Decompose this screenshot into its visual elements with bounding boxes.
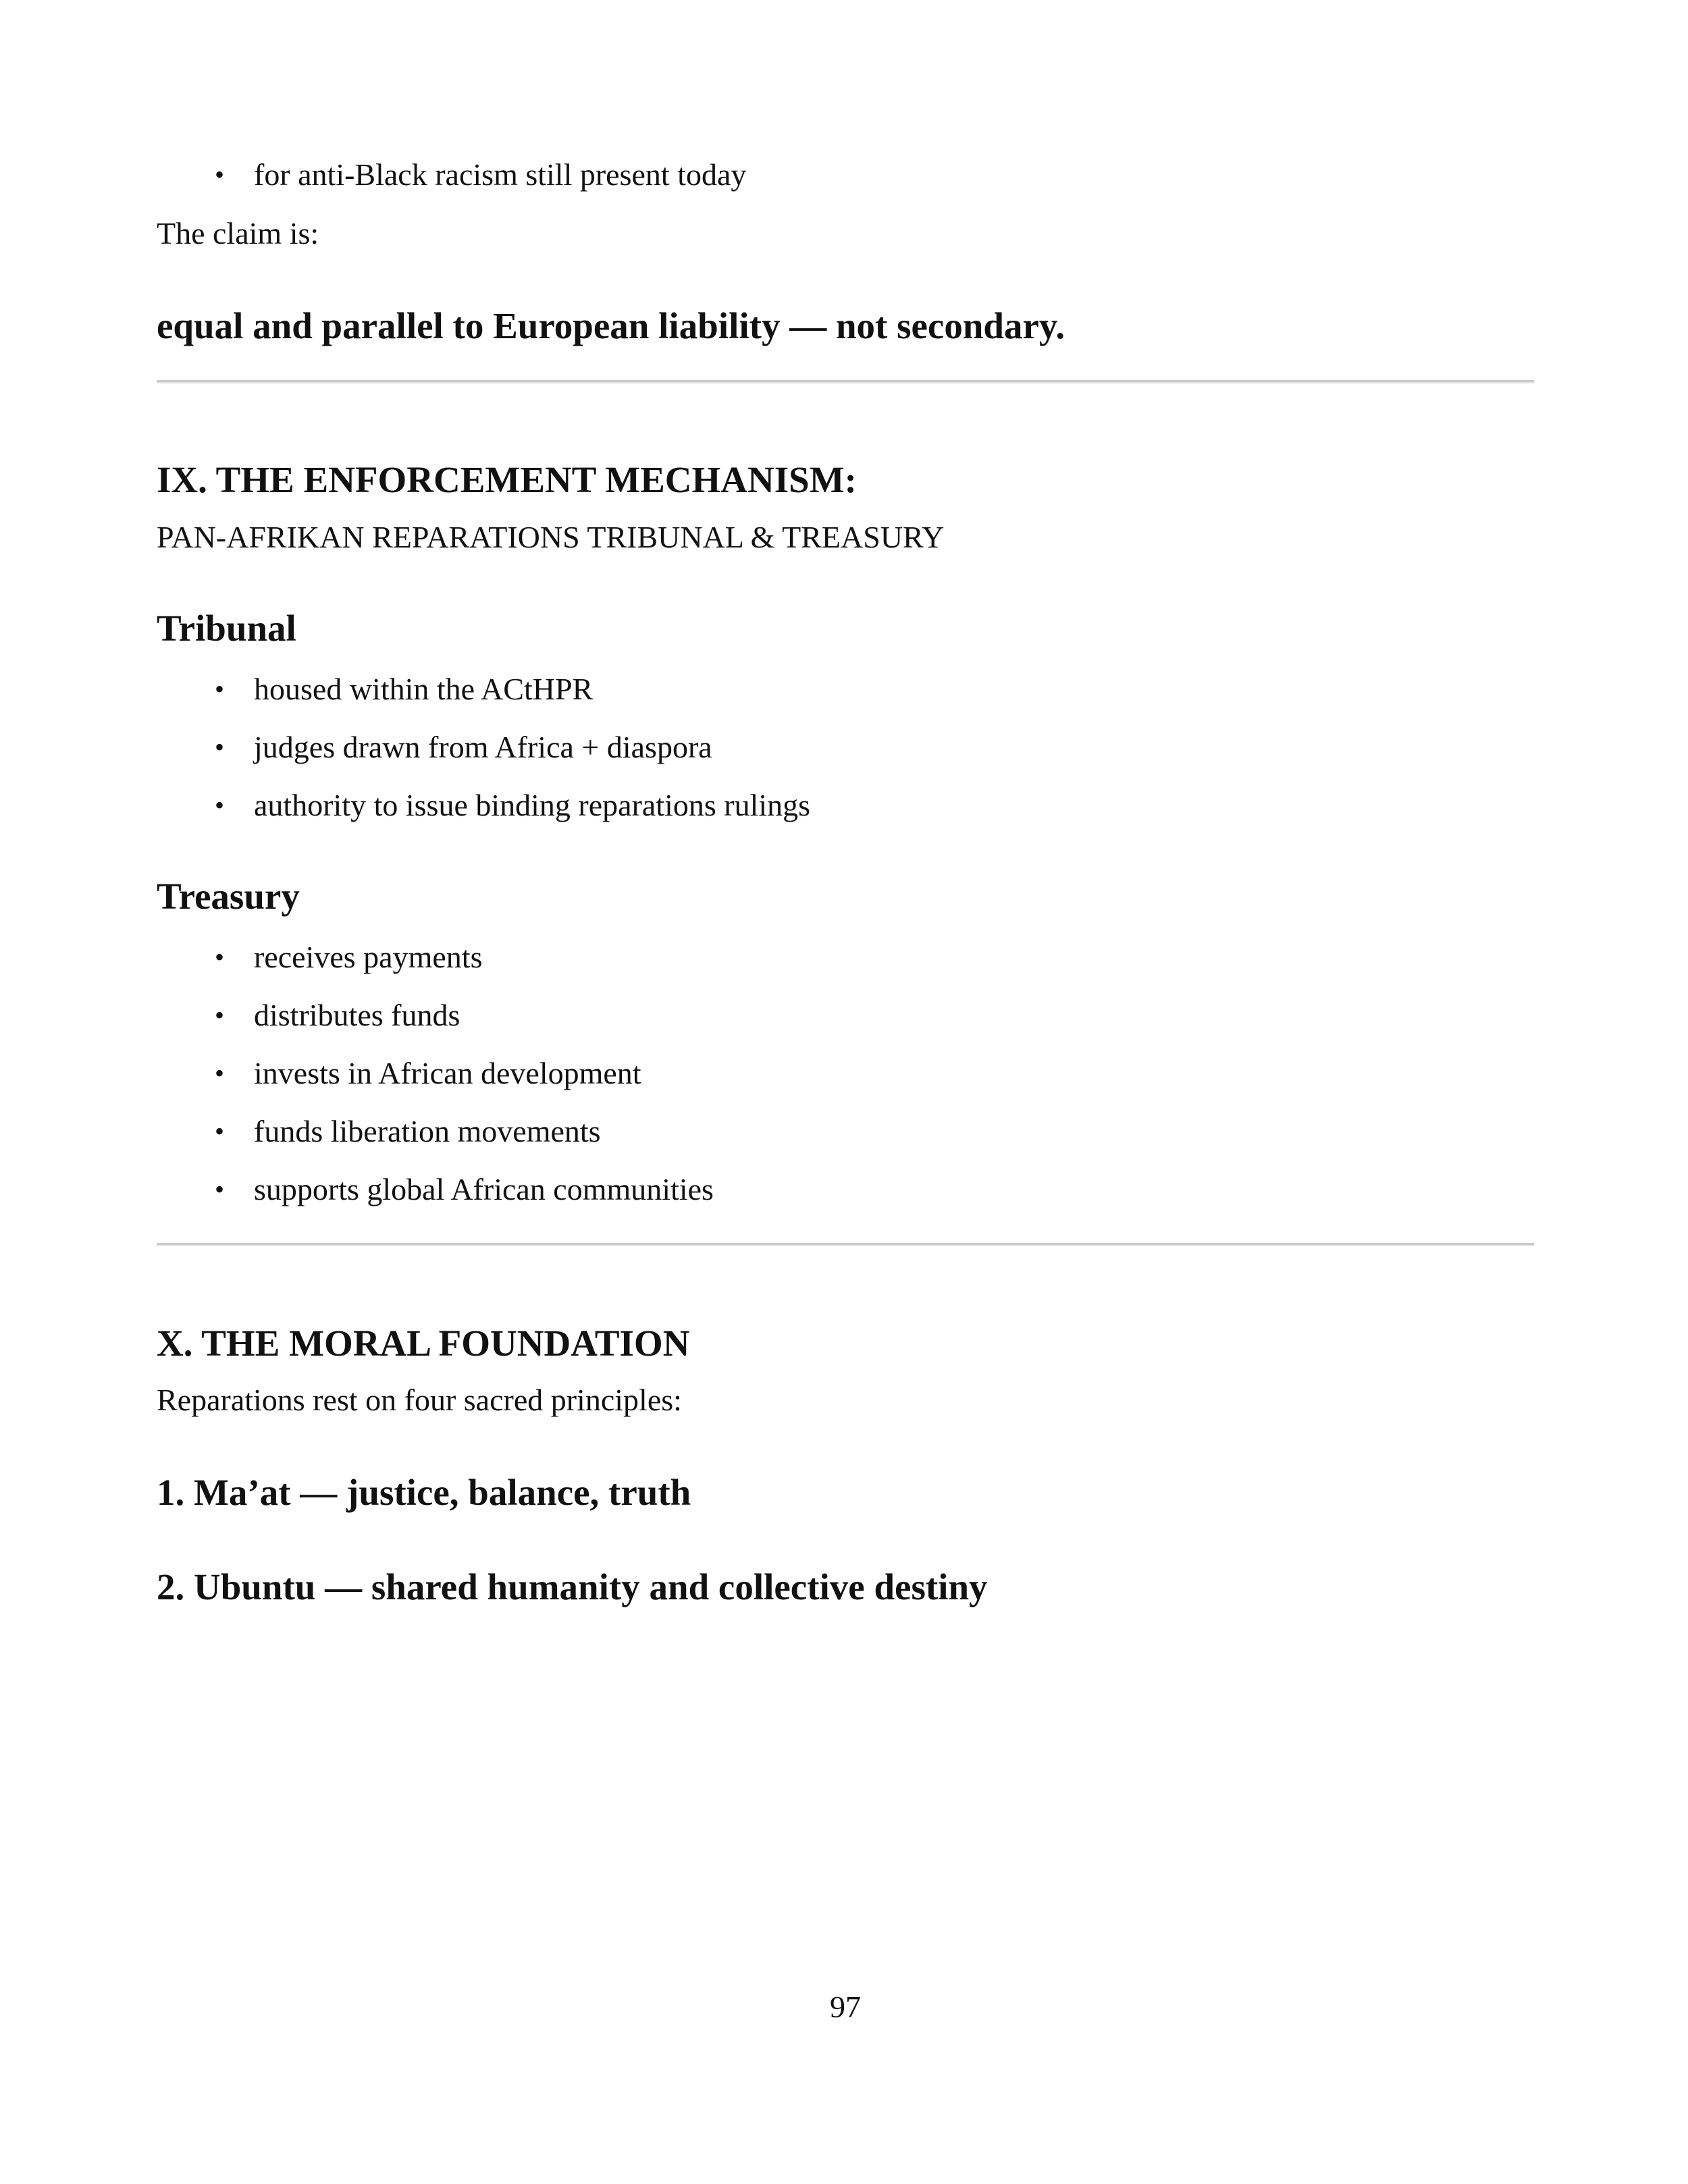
principle-heading: 2. Ubuntu — shared humanity and collective destiny bbox=[157, 1566, 988, 1607]
document-page bbox=[157, 0, 1534, 2184]
list-item bbox=[157, 1161, 714, 1219]
list-item-text: funds liberation movements bbox=[254, 1114, 601, 1148]
list-item bbox=[157, 986, 714, 1044]
list-item bbox=[157, 146, 746, 204]
list-item-text: distributes funds bbox=[254, 998, 460, 1032]
list-item-text: authority to issue binding reparations rulings bbox=[254, 788, 811, 822]
bullet-icon: • bbox=[215, 159, 225, 190]
list-item-text: judges drawn from Africa + diaspora bbox=[254, 730, 712, 764]
list-item-text: housed within the ACtHPR bbox=[254, 672, 594, 706]
continued-bullet-list bbox=[157, 146, 746, 204]
list-item bbox=[157, 928, 714, 986]
list-item-text: supports global African communities bbox=[254, 1172, 714, 1206]
treasury-list bbox=[157, 928, 714, 1219]
treasury-heading: Treasury bbox=[157, 876, 300, 917]
list-item bbox=[157, 776, 810, 834]
bullet-icon: • bbox=[215, 1116, 225, 1146]
bullet-icon: • bbox=[215, 732, 225, 762]
list-item bbox=[157, 718, 810, 776]
section-x-title: X. THE MORAL FOUNDATION bbox=[157, 1323, 690, 1364]
list-item bbox=[157, 660, 810, 718]
page-number: 97 bbox=[830, 1990, 861, 2024]
section-ix-subtitle: PAN-AFRIKAN REPARATIONS TRIBUNAL & TREASURY bbox=[157, 520, 945, 554]
list-item-text: for anti-Black racism still present today bbox=[254, 157, 747, 192]
bullet-icon: • bbox=[215, 1000, 225, 1030]
tribunal-heading: Tribunal bbox=[157, 608, 296, 649]
list-item-text: invests in African development bbox=[254, 1056, 641, 1090]
list-item bbox=[157, 1044, 714, 1102]
section-x-intro: Reparations rest on four sacred principles: bbox=[157, 1383, 682, 1417]
section-ix-title: IX. THE ENFORCEMENT MECHANISM: bbox=[157, 459, 857, 500]
bullet-icon: • bbox=[215, 790, 225, 820]
bullet-icon: • bbox=[215, 674, 225, 704]
section-divider bbox=[157, 1243, 1534, 1246]
bullet-icon: • bbox=[215, 1058, 225, 1088]
section-divider bbox=[157, 380, 1534, 383]
list-item-text: receives payments bbox=[254, 940, 483, 974]
claim-statement: equal and parallel to European liability — not secondary. bbox=[157, 305, 1065, 346]
bullet-icon: • bbox=[215, 1174, 225, 1204]
tribunal-list bbox=[157, 660, 810, 834]
principle-heading: 1. Ma’at — justice, balance, truth bbox=[157, 1472, 691, 1513]
claim-intro: The claim is: bbox=[157, 216, 319, 250]
list-item bbox=[157, 1102, 714, 1161]
bullet-icon: • bbox=[215, 942, 225, 972]
